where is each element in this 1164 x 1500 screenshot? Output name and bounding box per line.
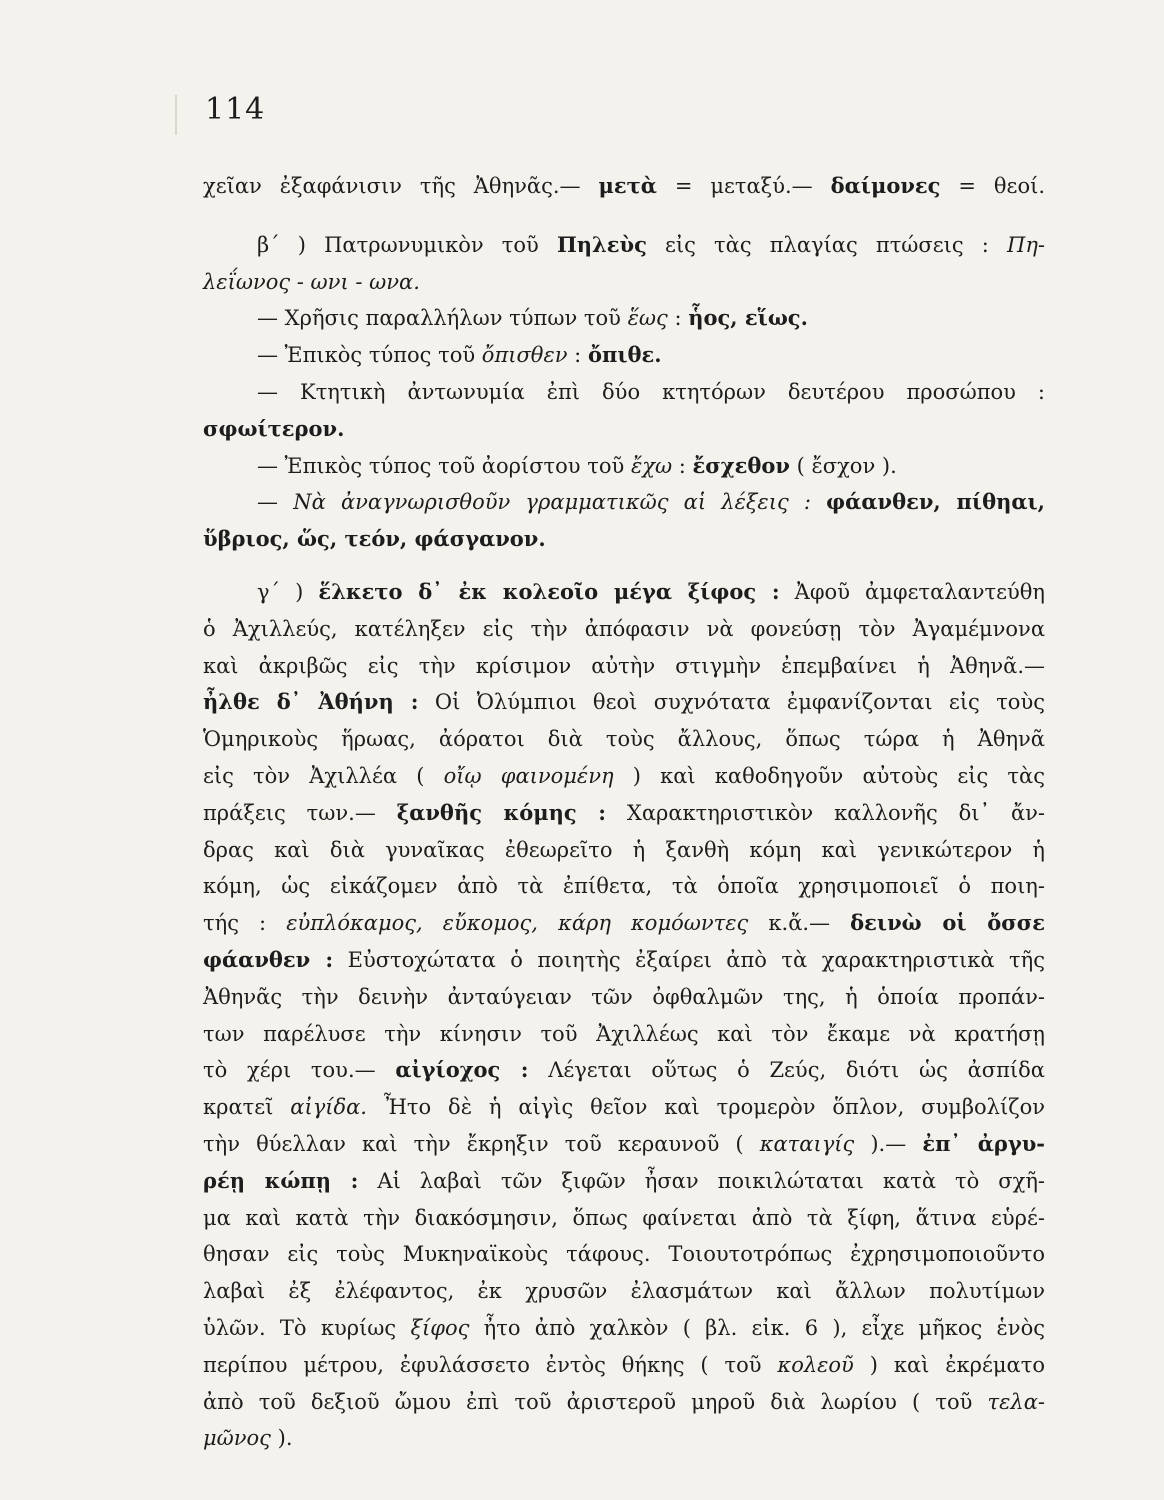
text-segment: κρατεῖ xyxy=(203,1095,291,1120)
text-line xyxy=(203,942,1045,979)
text-line xyxy=(203,758,1045,795)
text-segment: — Χρῆσις παραλλήλων τύπων τοῦ xyxy=(257,306,628,331)
text-segment: Λέγεται οὕτως ὁ Ζεύς, διότι ὡς ἀσπίδα xyxy=(528,1058,1045,1083)
text-segment: εἰς τὸν Ἀχιλλέα ( xyxy=(203,763,444,788)
bold-term: φάανθεν : xyxy=(203,946,334,972)
text-segment: Ἦτο δὲ ἡ αἰγὶς θεῖον καὶ τρομερὸν ὅπλον, συμβολίζον xyxy=(366,1095,1045,1120)
bold-term: ἕλκετο δ᾽ ἐκ κολεοῖο μέγα ξίφος : xyxy=(318,578,780,604)
bold-term: ἦλθε δ᾽ Ἀθήνη : xyxy=(203,689,419,715)
italic-term: Πη- xyxy=(1007,232,1045,257)
text-line xyxy=(203,684,1045,721)
bold-term: ξανθῆς κόμης : xyxy=(396,799,606,825)
text-segment: : xyxy=(672,453,693,478)
italic-term: ξίφος xyxy=(410,1315,470,1340)
text-segment: Ἀθηνᾶς τὴν δεινὴν ἀνταύγειαν τῶν ὀφθαλμῶν της, ἡ ὁποία προπάν- xyxy=(203,984,1045,1009)
text-line xyxy=(203,1163,1045,1200)
text-line xyxy=(203,832,1045,869)
page-edge-mark xyxy=(175,95,189,135)
text-segment: = θεοί. xyxy=(940,174,1045,198)
text-segment: Ἀφοῦ ἀμφεταλαντεύθη xyxy=(779,579,1045,604)
text-segment: τὸ χέρι του.— xyxy=(203,1058,396,1083)
italic-term: οἴῳ φαινομένη xyxy=(443,763,614,788)
text-line xyxy=(203,374,1045,411)
text-segment: ). xyxy=(270,1426,293,1451)
bold-term: ἔσχεθον xyxy=(692,452,790,478)
text-line xyxy=(203,1126,1045,1163)
text-segment: Οἱ Ὀλύμπιοι θεοὶ συχνότατα ἐμφανίζονται εἰς τοὺς xyxy=(418,690,1045,715)
bold-term: ἧος, εἵως. xyxy=(688,305,808,331)
text-line xyxy=(203,264,1045,301)
text-segment: γ΄ ) xyxy=(257,579,319,604)
text-line xyxy=(203,337,1045,374)
text-line xyxy=(203,905,1045,942)
italic-term: εὐπλόκαμος, εὔκομος, κάρη κομόωντες xyxy=(286,911,749,936)
italic-term: μῶνος xyxy=(203,1426,271,1451)
italic-term: ὄπισθεν xyxy=(481,343,568,368)
text-segment: — Κτητικὴ ἀντωνυμία ἐπὶ δύο κτητόρων δευτέρου προσώπου : xyxy=(257,379,1045,404)
text-segment: — Ἐπικὸς τύπος τοῦ xyxy=(257,343,482,368)
text-segment: : xyxy=(567,343,588,368)
text-segment: Εὐστοχώτατα ὁ ποιητὴς ἐξαίρει ἀπὸ τὰ χαρακτηριστικὰ τῆς xyxy=(333,947,1045,972)
text-segment: ἀπὸ τοῦ δεξιοῦ ὤμου ἐπὶ τοῦ ἀριστεροῦ μηροῦ διὰ λωρίου ( τοῦ xyxy=(203,1389,988,1414)
text-segment: καὶ ἀκριβῶς εἰς τὴν κρίσιμον αὐτὴν στιγμὴν ἐπεμβαίνει ἡ Ἀθηνᾶ.— xyxy=(203,653,1045,678)
italic-term: ἕως xyxy=(627,306,668,331)
text-segment: ) καὶ ἐκρέματο xyxy=(853,1352,1045,1377)
text-line xyxy=(203,1016,1045,1053)
text-segment: Αἱ λαβαὶ τῶν ξιφῶν ἦσαν ποικιλώταται κατὰ τὸ σχῆ- xyxy=(358,1168,1046,1193)
bold-term: ὕβριος, ὥς, τεόν, φάσγανον. xyxy=(203,526,546,552)
text-line xyxy=(203,1384,1045,1421)
text-line xyxy=(203,1200,1045,1237)
text-segment: τὴν θύελλαν καὶ τὴν ἔκρηξιν τοῦ κεραυνοῦ ( xyxy=(203,1131,760,1156)
text-segment: των παρέλυσε τὴν κίνησιν τοῦ Ἀχιλλέως καὶ τὸν ἔκαμε νὰ κρατήσῃ xyxy=(203,1021,1045,1046)
text-segment xyxy=(811,490,826,514)
text-line xyxy=(203,868,1045,905)
italic-term: λεΐωνος - ωνι - ωνα. xyxy=(203,269,420,294)
text-line xyxy=(203,979,1045,1016)
text-segment: Ὁμηρικοὺς ἥρωας, ἀόρατοι διὰ τοὺς ἄλλους, ὅπως τώρα ἡ Ἀθηνᾶ xyxy=(203,727,1045,752)
text-line xyxy=(203,1310,1045,1347)
text-segment: περίπου μέτρου, ἐφυλάσσετο ἐντὸς θήκης ( τοῦ xyxy=(203,1352,778,1377)
text-line xyxy=(203,300,1045,337)
italic-term: καταιγίς xyxy=(759,1131,855,1156)
text-segment: ἦτο ἀπὸ χαλκὸν ( βλ. εἰκ. 6 ), εἶχε μῆκος ἑνὸς xyxy=(469,1315,1045,1340)
text-segment: ) καὶ καθοδηγοῦν αὐτοὺς εἰς τὰς xyxy=(613,763,1045,788)
text-segment: κόμη, ὡς εἰκάζομεν ἀπὸ τὰ ἐπίθετα, τὰ ὁποῖα χρησιμοποιεῖ ὁ ποιη- xyxy=(203,874,1045,899)
text-line xyxy=(203,648,1045,685)
text-line xyxy=(203,795,1045,832)
bold-term: ἐπ᾽ ἀργυ- xyxy=(922,1130,1045,1156)
text-line xyxy=(203,1420,1045,1457)
bold-term: φάανθεν, πίθηαι, xyxy=(826,489,1045,515)
bold-term: Πηλεὺς xyxy=(556,231,647,257)
italic-term: κολεοῦ xyxy=(777,1352,854,1377)
text-segment: = μεταξύ.— xyxy=(656,174,831,198)
bold-term: δαίμονες xyxy=(830,173,941,198)
text-line xyxy=(203,448,1045,485)
text-segment: β΄ ) Πατρωνυμικὸν τοῦ xyxy=(257,232,557,257)
text-line xyxy=(203,574,1045,611)
text-line xyxy=(203,1052,1045,1089)
text-line xyxy=(203,721,1045,758)
bold-term: σφωίτερον. xyxy=(203,415,345,441)
italic-term: ἔχω xyxy=(630,453,673,478)
text-line xyxy=(203,411,1045,448)
text-segment: λαβαὶ ἐξ ἐλέφαντος, ἐκ χρυσῶν ἐλασμάτων καὶ ἄλλων πολυτίμων xyxy=(203,1279,1045,1304)
bold-term: αἰγίοχος : xyxy=(395,1057,529,1083)
bold-term: ὄπιθε. xyxy=(587,342,662,368)
body-text xyxy=(203,168,1045,1457)
text-segment: ὁ Ἀχιλλεύς, κατέληξεν εἰς τὴν ἀπόφασιν νὰ φονεύσῃ τὸν Ἀγαμέμνονα xyxy=(203,616,1045,641)
text-segment: ).— xyxy=(854,1131,923,1156)
text-line xyxy=(203,1236,1045,1273)
text-segment: Χαρακτηριστικὸν καλλονῆς δι᾽ ἄν- xyxy=(606,800,1045,825)
bold-term: μετὰ xyxy=(598,173,657,198)
text-line xyxy=(203,227,1045,264)
text-line xyxy=(203,1089,1045,1126)
text-segment: ὑλῶν. Τὸ κυρίως xyxy=(203,1315,411,1340)
text-segment: δρας καὶ διὰ γυναῖκας ἐθεωρεῖτο ἡ ξανθὴ κόμη καὶ γενικώτερον ἡ xyxy=(203,837,1045,862)
text-segment: : xyxy=(667,306,689,331)
italic-term: — Νὰ ἀναγνωρισθοῦν γραμματικῶς αἱ λέξεις : xyxy=(257,490,811,515)
text-segment: ( ἔσχον ). xyxy=(789,453,897,478)
page-number: 114 xyxy=(205,92,266,127)
text-line xyxy=(203,521,1045,558)
text-segment: χεῖαν ἐξαφάνισιν τῆς Ἀθηνᾶς.— xyxy=(203,174,599,198)
bold-term: ρέῃ κώπῃ : xyxy=(203,1167,359,1193)
text-line xyxy=(203,168,1045,205)
text-line xyxy=(203,1347,1045,1384)
text-line xyxy=(203,484,1045,521)
text-segment: θησαν εἰς τοὺς Μυκηναϊκοὺς τάφους. Τοιουτοτρόπως ἐχρησιμοποιοῦντο xyxy=(203,1242,1045,1267)
text-segment: εἰς τὰς πλαγίας πτώσεις : xyxy=(646,232,1007,257)
italic-term: τελα- xyxy=(987,1389,1045,1414)
bold-term: δεινὼ οἱ ὄσσε xyxy=(850,910,1046,936)
text-line xyxy=(203,611,1045,648)
text-segment: — Ἐπικὸς τύπος τοῦ ἀορίστου τοῦ xyxy=(257,453,631,478)
text-segment: πράξεις των.— xyxy=(203,800,397,825)
text-segment: τής : xyxy=(203,911,287,936)
italic-term: αἰγίδα. xyxy=(290,1095,367,1120)
text-segment: κ.ἄ.— xyxy=(748,911,851,936)
text-line xyxy=(203,1273,1045,1310)
text-segment: μα καὶ κατὰ τὴν διακόσμησιν, ὅπως φαίνεται ἀπὸ τὰ ξίφη, ἅτινα εὑρέ- xyxy=(203,1205,1045,1230)
